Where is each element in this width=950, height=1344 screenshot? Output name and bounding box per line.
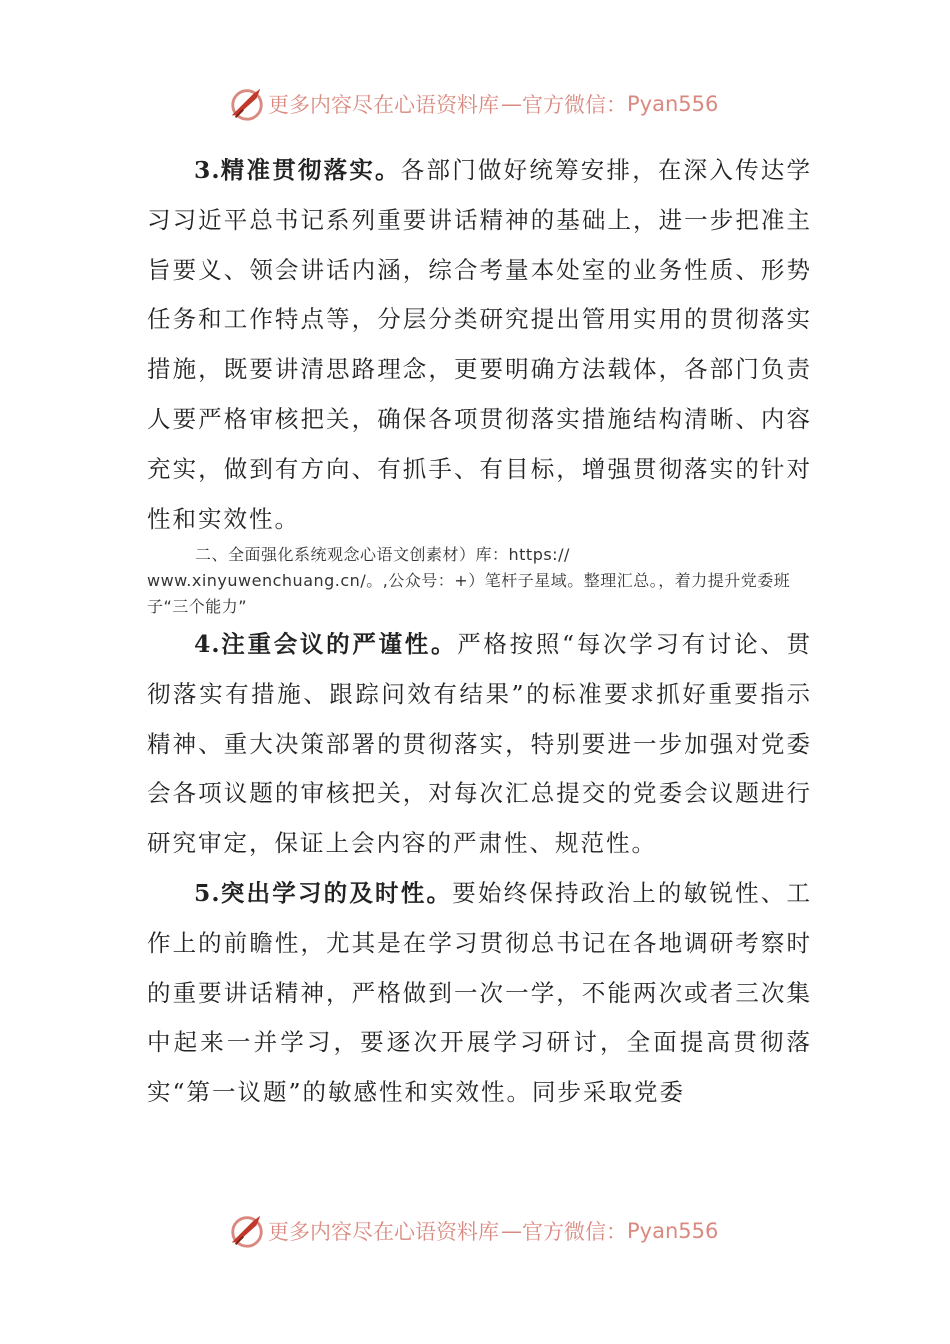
paragraph-body: 要始终保持政治上的敏锐性、工作上的前瞻性，尤其是在学习贯彻总书记在各地调研考察时的重要讲话精神，严格做到一次一学，不能两次或者三次集中起来一并学习，要逐次开展学习研讨，全面提高贯彻落实“第一议题”的敏感性和实效性。同步采取党委: [147, 879, 813, 1107]
paragraph-lead: 突出学习的及时性。: [220, 879, 453, 907]
watermark-text: 更多内容尽在心语资料库: [268, 93, 499, 117]
section-heading-part2: www.xinyuwenchuang.cn/。,公众号：+）笔杆子星域。整理汇总。，着力提升党委班子“三个能力”: [147, 571, 791, 616]
watermark-banner-bottom: [228, 1211, 718, 1251]
watermark-wechat-label: 官方微信：: [522, 93, 627, 117]
quill-logo-icon: [228, 85, 266, 123]
paragraph-4: [147, 620, 812, 869]
paragraph-number: 5.: [194, 879, 221, 907]
watermark-separator: —: [501, 1219, 520, 1243]
paragraph-lead: 注重会议的严谨性。: [220, 630, 458, 658]
watermark-wechat-label: 官方微信：: [522, 1220, 627, 1244]
paragraph-body: 各部门做好统筹安排，在深入传达学习习近平总书记系列重要讲话精神的基础上，进一步把准主旨要义、领会讲话内涵，综合考量本处室的业务性质、形势任务和工作特点等，分层分类研究提出管用实用的贯彻落实措施，既要讲清思路理念，更要明确方法载体，各部门负责人要严格审核把关，确保各项贯彻落实措施结构清晰、内容充实，做到有方向、有抓手、有目标，增强贯彻落实的针对性和实效性。: [147, 156, 813, 533]
watermark-separator: —: [501, 92, 520, 116]
quill-logo-icon: [228, 1212, 266, 1250]
watermark-banner-top: [228, 84, 718, 124]
watermark-text: 更多内容尽在心语资料库: [268, 1220, 499, 1244]
paragraph-lead: 精准贯彻落实。: [220, 156, 401, 184]
paragraph-5: [147, 869, 812, 1118]
paragraph-number: 3.: [194, 156, 221, 184]
watermark-wechat-id: Pyan556: [627, 92, 719, 116]
section-heading-part1: 二、全面强化系统观念心语文创素材）库：https://: [195, 545, 570, 564]
paragraph-number: 4.: [194, 630, 221, 658]
paragraph-body: 严格按照“每次学习有讨论、贯彻落实有措施、跟踪问效有结果”的标准要求抓好重要指示精神、重大决策部署的贯彻落实，特别要进一步加强对党委会各项议题的审核把关，对每次汇总提交的党委会议题进行研究审定，保证上会内容的严肃性、规范性。: [147, 630, 813, 858]
watermark-wechat-id: Pyan556: [627, 1219, 719, 1243]
paragraph-3: [147, 146, 812, 544]
section-heading: [147, 542, 812, 620]
